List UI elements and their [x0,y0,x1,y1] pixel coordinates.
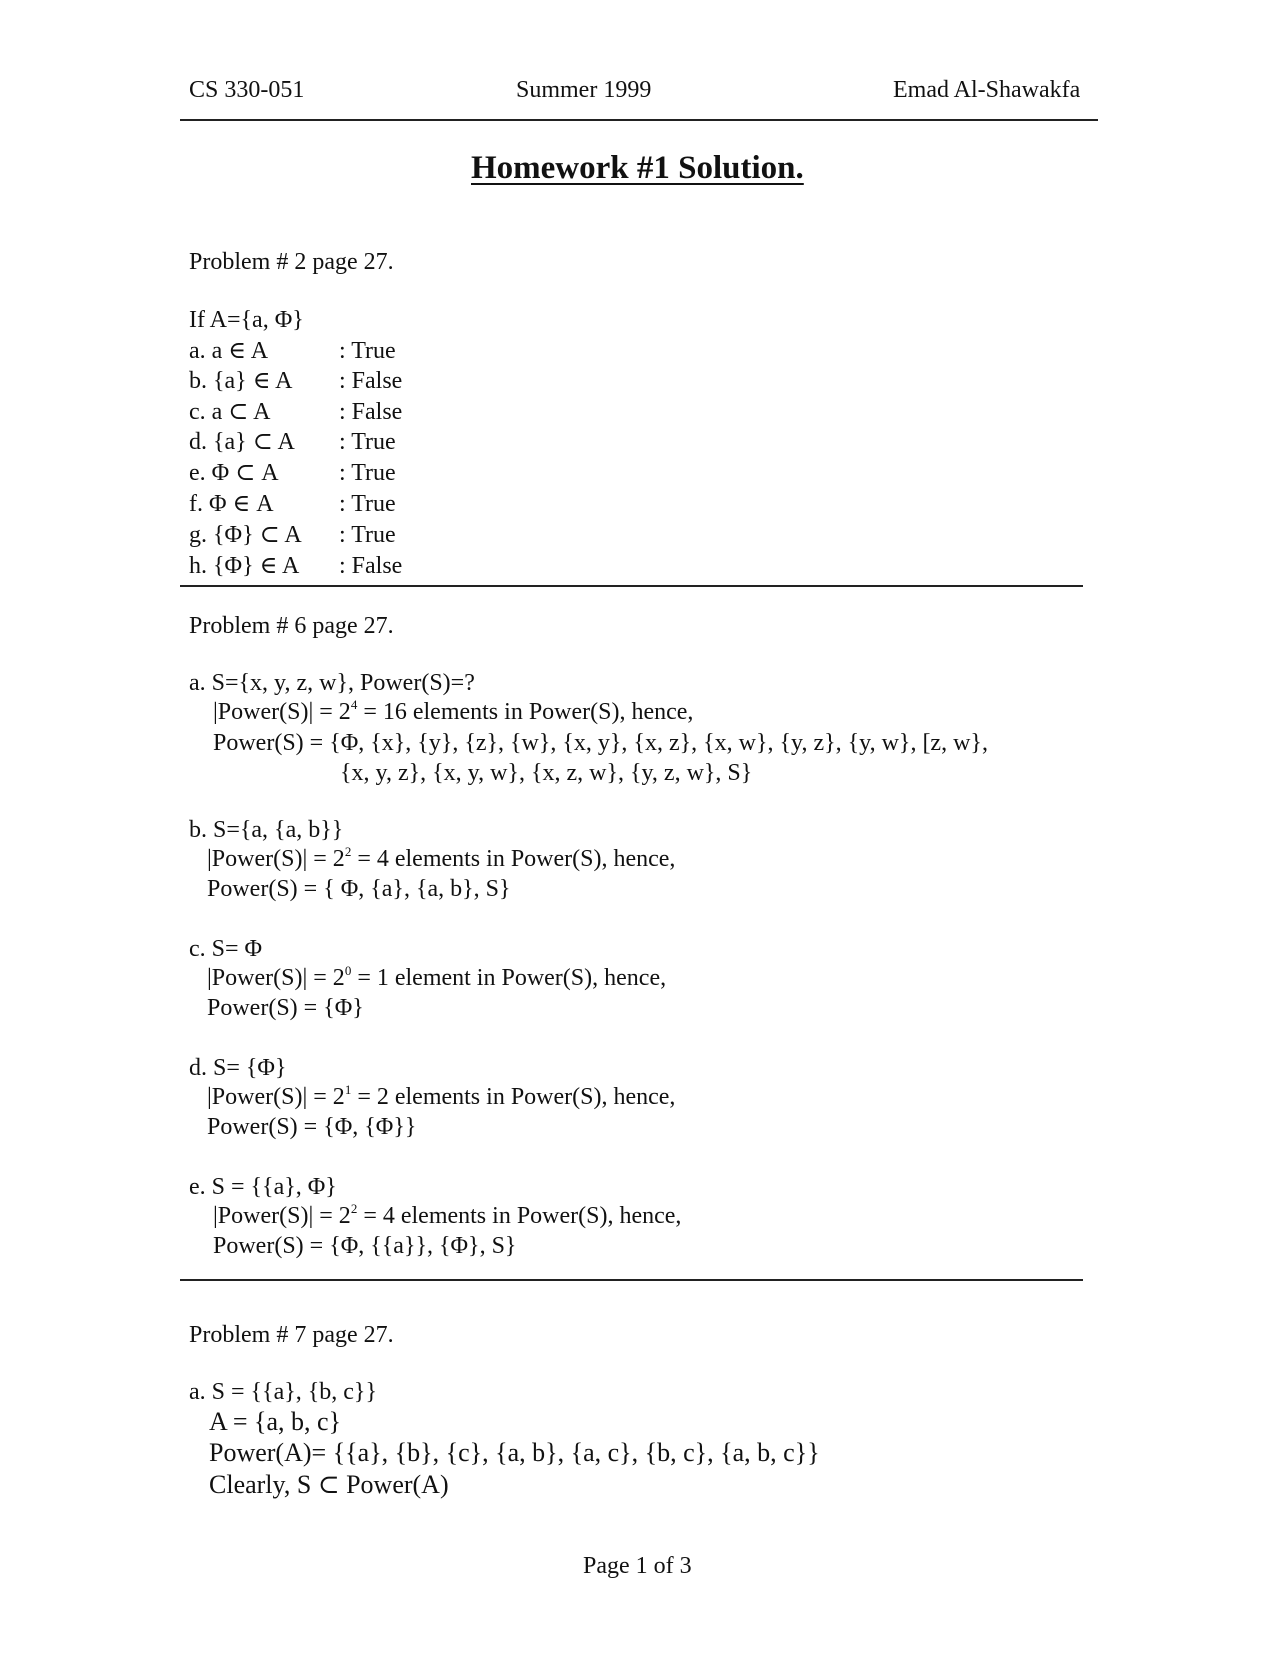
problem2-item-a-label: a. a ∈ A [189,338,269,364]
problem6-b-power: Power(S) = { Φ, {a}, {a, b}, S} [207,876,511,902]
page-title: Homework #1 Solution. [471,150,804,186]
problem7-def: a. S = {{a}, {b, c}} [189,1379,377,1405]
problem6-d-def: d. S= {Φ} [189,1055,287,1081]
problem6-c-cardinality: |Power(S)| = $2^0 = 1$ element in Power(S), hence, [207,963,667,991]
header-rule [180,119,1098,121]
header-term: Summer 1999 [516,77,652,103]
problem2-item-b-answer: : False [339,368,403,394]
problem6-a-power-line2: {x, y, z}, {x, y, w}, {x, z, w}, {y, z, w}, S} [340,760,753,786]
problem2-item-a-answer: : True [339,338,396,364]
problem6-b-cardinality: |Power(S)| = $2^2 = 4$ elements in Power(S), hence, [207,844,676,872]
problem6-a-cardinality: |Power(S)| = $2^4 = 16$ elements in Power(S), hence, [213,697,694,725]
problem7-line-conclusion: Clearly, S ⊂ Power(A) [209,1470,449,1499]
section-rule-2 [180,1279,1083,1281]
problem6-heading: Problem # 6 page 27. [189,613,394,639]
problem2-item-h-answer: : False [339,553,403,579]
problem6-d-cardinality: |Power(S)| = $2^1 = 2$ elements in Power(S), hence, [207,1082,676,1110]
page-number: Page 1 of 3 [583,1553,692,1579]
problem7-heading: Problem # 7 page 27. [189,1322,394,1348]
problem6-a-def: a. S={x, y, z, w}, Power(S)=? [189,670,475,696]
problem2-item-f-answer: : True [339,491,396,517]
problem7-line-power-a: Power(A)= {{a}, {b}, {c}, {a, b}, {a, c}, {b, c}, {a, b, c}} [209,1438,820,1467]
header-author: Emad Al-Shawakfa [893,77,1081,103]
problem6-a-power-line1: Power(S) = {Φ, {x}, {y}, {z}, {w}, {x, y}, {x, z}, {x, w}, {y, z}, {y, w}, [z, w}, [213,730,988,756]
header-course: CS 330-051 [189,77,305,103]
problem2-item-e-answer: : True [339,460,396,486]
problem6-b-def: b. S={a, {a, b}} [189,817,344,843]
problem2-item-d-answer: : True [339,429,396,455]
problem2-item-d-label: d. {a} ⊂ A [189,429,295,455]
problem2-item-h-label: h. {Φ} ∈ A [189,553,300,579]
problem2-item-g-answer: : True [339,522,396,548]
problem6-c-def: c. S= Φ [189,936,263,962]
problem2-given: If A={a, Φ} [189,307,304,333]
problem2-item-e-label: e. Φ ⊂ A [189,460,279,486]
problem6-e-def: e. S = {{a}, Φ} [189,1174,337,1200]
problem6-d-power: Power(S) = {Φ, {Φ}} [207,1114,417,1140]
problem6-c-power: Power(S) = {Φ} [207,995,364,1021]
section-rule-1 [180,585,1083,587]
problem2-heading: Problem # 2 page 27. [189,249,394,275]
problem6-e-cardinality: |Power(S)| = $2^2 = 4$ elements in Power(S), hence, [213,1201,682,1229]
problem2-item-g-label: g. {Φ} ⊂ A [189,522,302,548]
problem7-line-set-a: A = {a, b, c} [209,1407,342,1436]
problem2-item-c-answer: : False [339,399,403,425]
problem6-e-power: Power(S) = {Φ, {{a}}, {Φ}, S} [213,1233,517,1259]
problem2-item-f-label: f. Φ ∈ A [189,491,274,517]
problem2-item-c-label: c. a ⊂ A [189,399,271,425]
problem2-item-b-label: b. {a} ∈ A [189,368,293,394]
